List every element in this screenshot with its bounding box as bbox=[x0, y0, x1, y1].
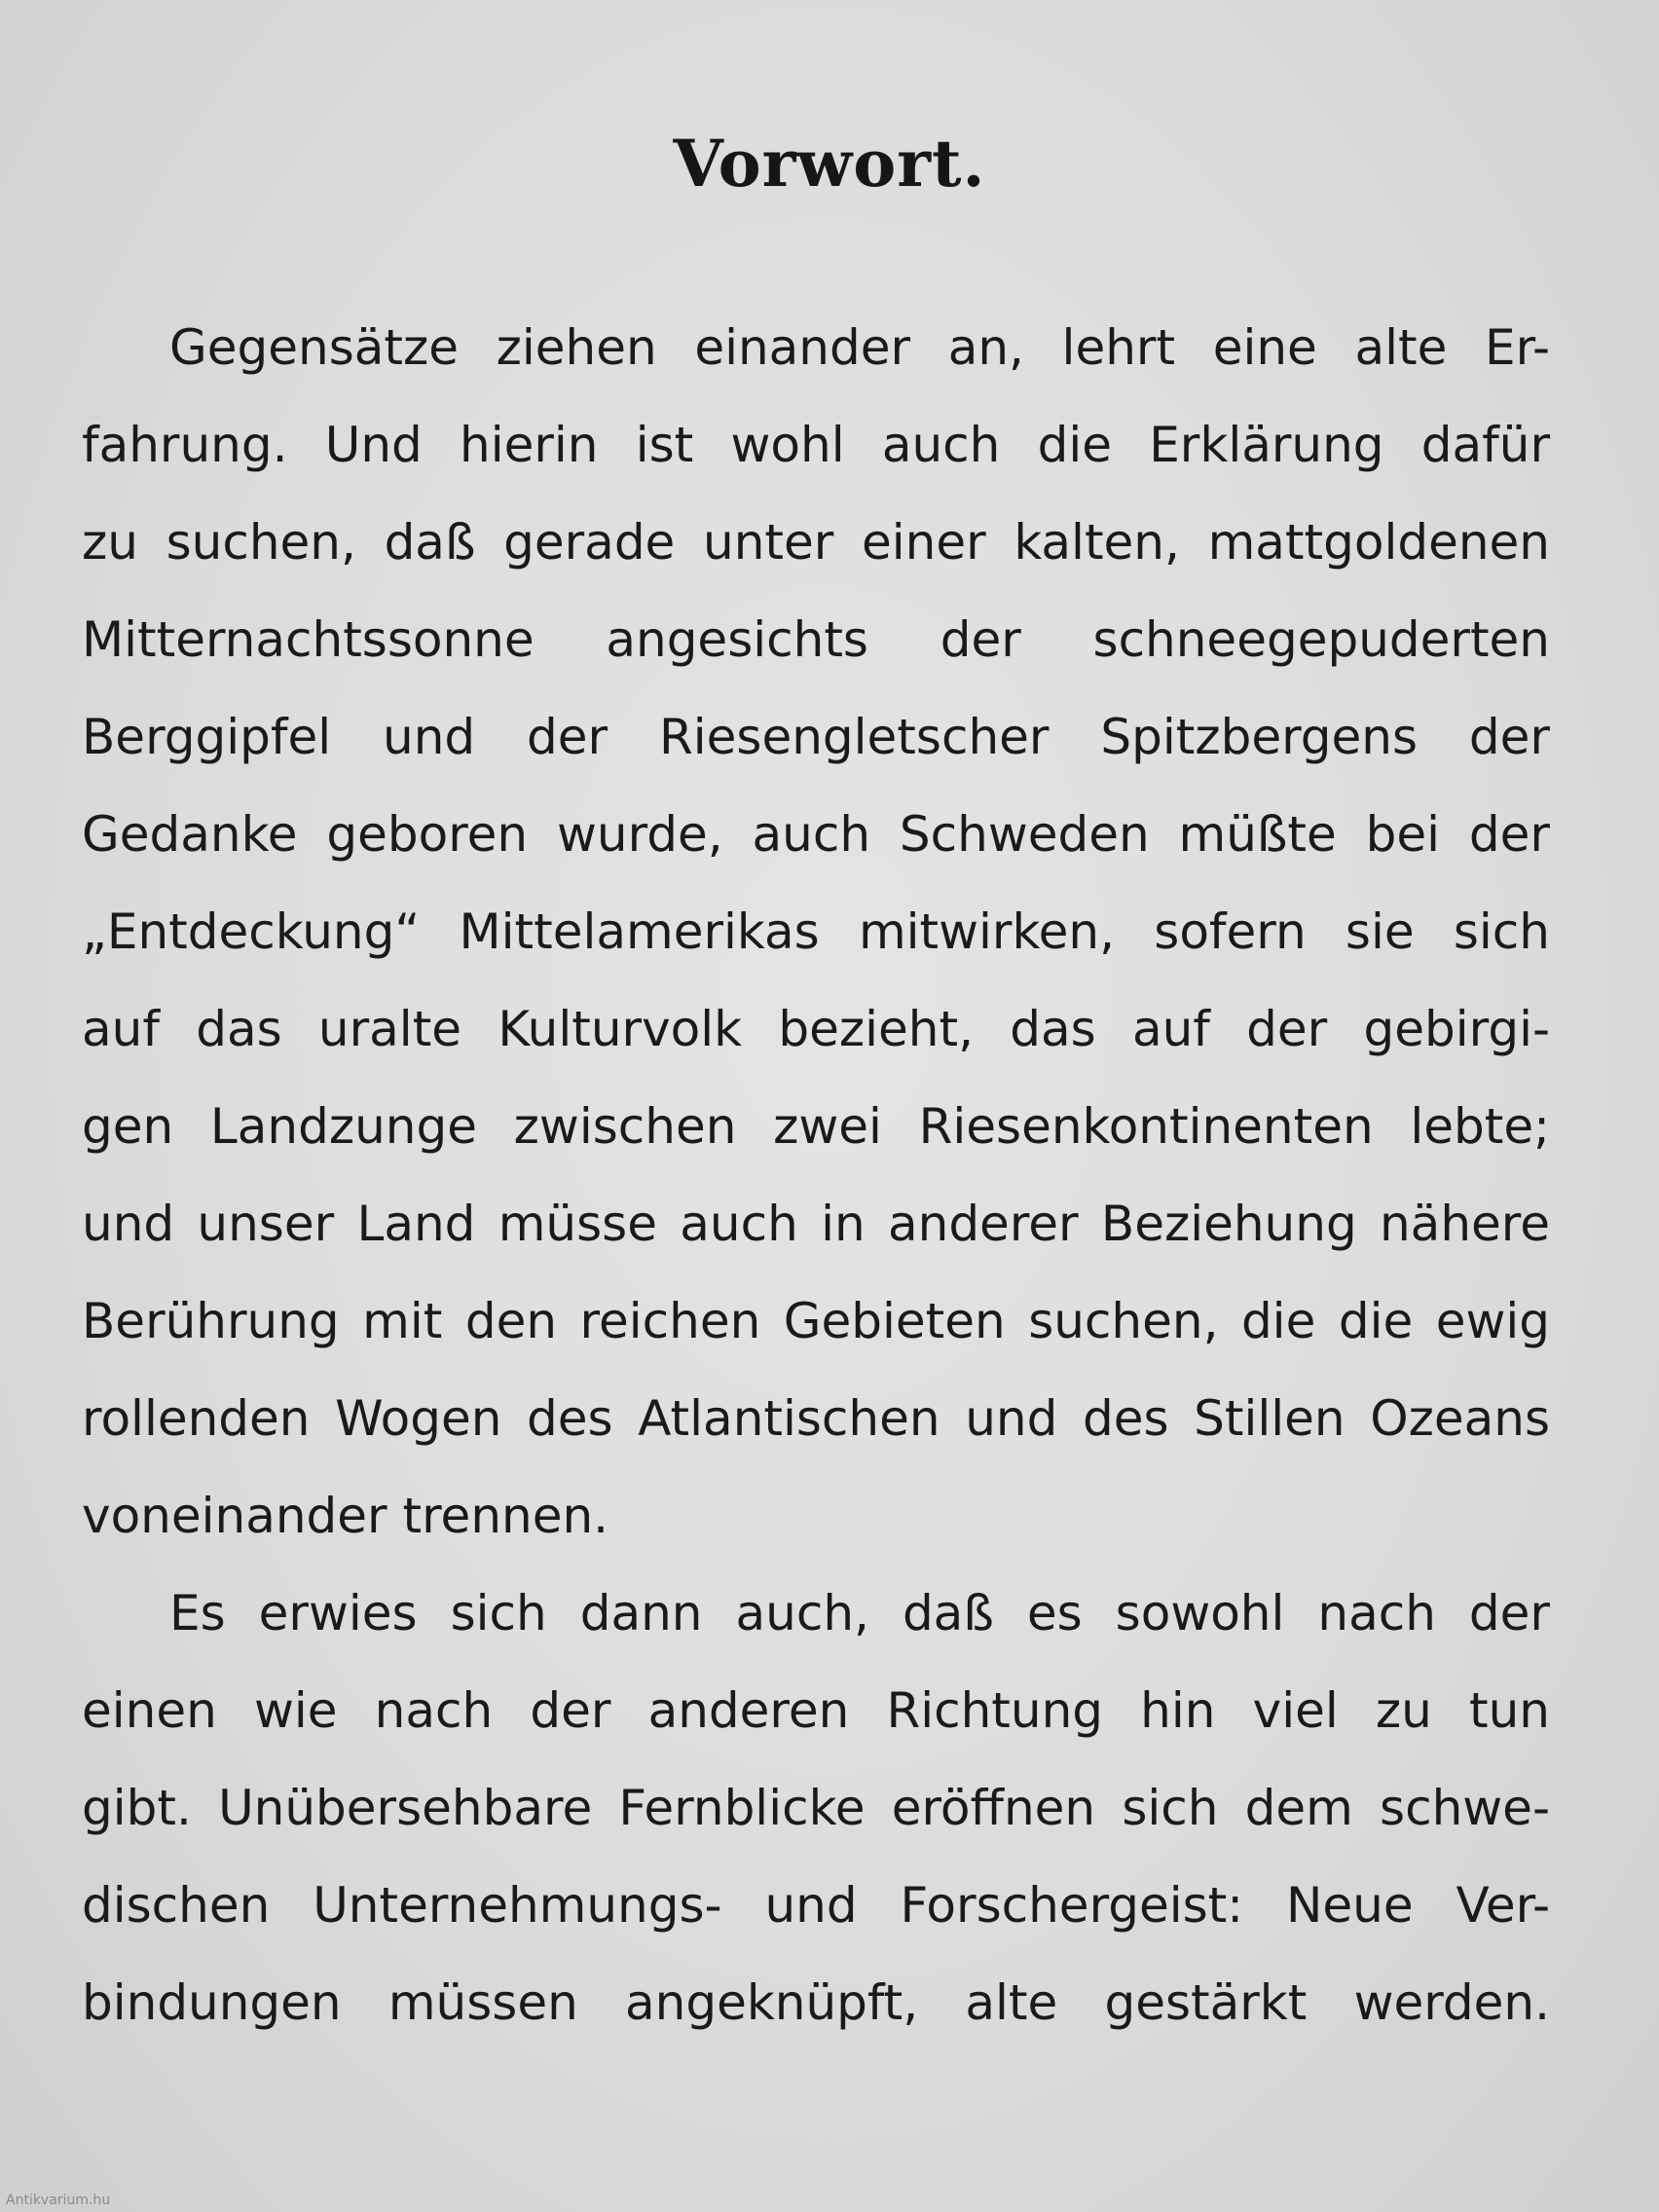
text-line: einen wie nach der anderen Richtung hin viel zu tun bbox=[82, 1682, 1550, 1739]
page-title: Vorwort. bbox=[673, 126, 986, 202]
text-line: Es erwies sich dann auch, daß es sowohl nach der bbox=[169, 1585, 1550, 1641]
text-line: voneinander trennen. bbox=[82, 1488, 609, 1544]
text-line: und unser Land müsse auch in anderer Beziehung nähere bbox=[82, 1196, 1550, 1252]
text-line: Berührung mit den reichen Gebieten suchen, die die ewig bbox=[82, 1293, 1550, 1349]
watermark: Antikvarium.hu bbox=[6, 2193, 111, 2208]
text-line: rollenden Wogen des Atlantischen und des Stillen Ozeans bbox=[82, 1390, 1550, 1447]
text-line: bindungen müssen angeknüpft, alte gestärkt werden. bbox=[82, 1974, 1550, 2031]
text-line: Berggipfel und der Riesengletscher Spitzbergens der bbox=[82, 709, 1550, 765]
text-line: fahrung. Und hierin ist wohl auch die Erklärung dafür bbox=[82, 417, 1550, 473]
text-line: Gegensätze ziehen einander an, lehrt eine alte Er- bbox=[169, 319, 1550, 376]
text-line: gibt. Unübersehbare Fernblicke eröffnen sich dem schwe- bbox=[82, 1780, 1550, 1836]
text-line: Gedanke geboren wurde, auch Schweden müßte bei der bbox=[82, 806, 1550, 863]
text-line: „Entdeckung“ Mittelamerikas mitwirken, sofern sie sich bbox=[82, 903, 1550, 960]
text-line: gen Landzunge zwischen zwei Riesenkontinenten lebte; bbox=[82, 1098, 1550, 1155]
text-line: dischen Unternehmungs- und Forschergeist: Neue Ver- bbox=[82, 1877, 1550, 1934]
text-line: Mitternachtssonne angesichts der schneegepuderten bbox=[82, 611, 1550, 668]
text-line: auf das uralte Kulturvolk bezieht, das auf der gebirgi- bbox=[82, 1001, 1550, 1057]
text-line: zu suchen, daß gerade unter einer kalten, mattgoldenen bbox=[82, 514, 1550, 571]
